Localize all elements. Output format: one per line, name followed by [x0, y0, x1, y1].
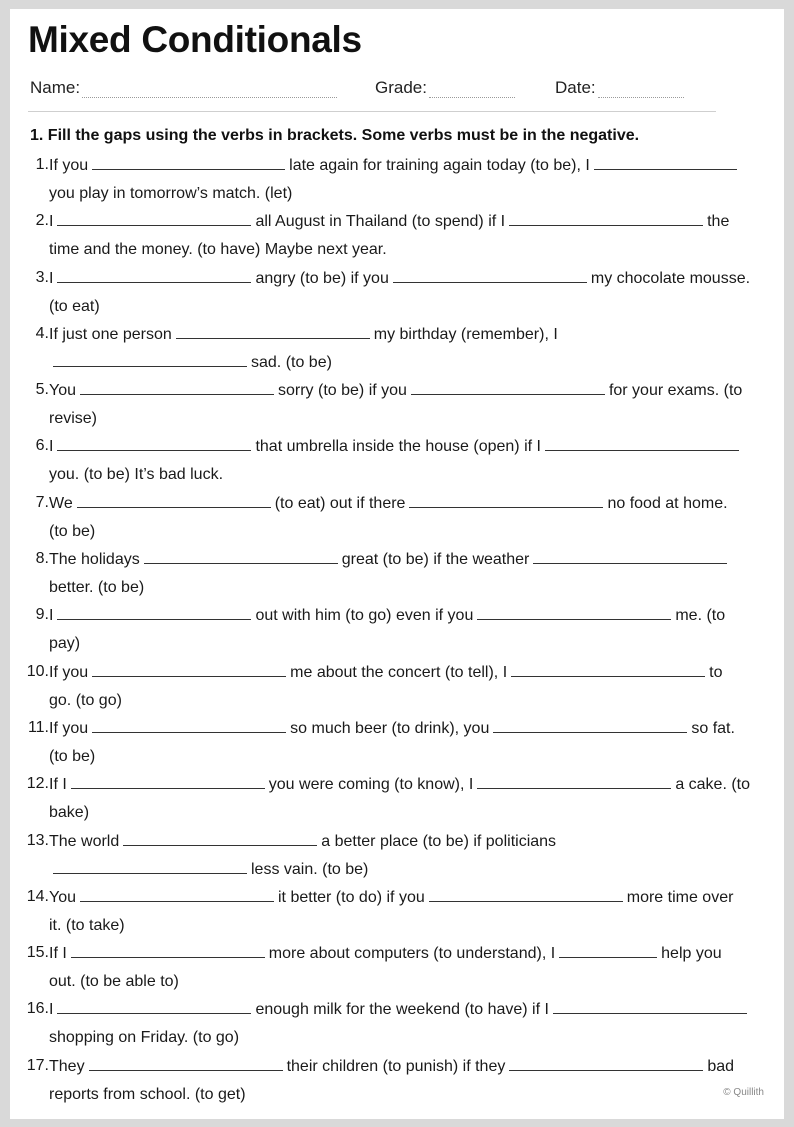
page-title: Mixed Conditionals — [28, 19, 362, 60]
item-number: 5. — [35, 381, 49, 399]
answer-blank[interactable] — [57, 607, 251, 620]
answer-blank[interactable] — [545, 438, 739, 451]
item-text: their children (to punish) if they — [286, 1057, 506, 1075]
item-text: I — [49, 213, 54, 231]
answer-blank[interactable] — [92, 157, 285, 170]
answer-blank[interactable] — [57, 270, 251, 283]
item-number: 8. — [35, 550, 49, 568]
item-number: 14. — [26, 887, 49, 905]
answer-blank[interactable] — [144, 551, 338, 564]
item-text: If I — [49, 776, 67, 794]
item-text: more time over — [626, 888, 734, 906]
exercise-item — [10, 154, 784, 210]
answer-blank[interactable] — [77, 495, 271, 508]
exercise-item — [10, 379, 784, 435]
item-text: If you — [49, 663, 89, 681]
item-line-second — [49, 1028, 239, 1048]
answer-blank[interactable] — [57, 213, 251, 226]
item-text: the — [707, 213, 730, 231]
item-text: They — [49, 1057, 85, 1075]
item-text: out with him (to go) even if you — [255, 607, 474, 625]
answer-blank[interactable] — [477, 607, 671, 620]
item-line-first — [49, 606, 725, 626]
item-text: If you — [49, 719, 89, 737]
name-label: Name: — [30, 78, 81, 97]
item-line-second — [49, 972, 179, 992]
item-number: 16. — [26, 1000, 49, 1018]
item-text: bake) — [49, 804, 90, 822]
item-number: 11. — [27, 718, 49, 736]
item-text: late again for training again today (to be), I — [289, 157, 590, 174]
item-line-second — [49, 634, 80, 654]
item-number: 4. — [35, 324, 49, 342]
answer-blank[interactable] — [53, 354, 247, 367]
item-line-second — [49, 522, 95, 542]
answer-blank[interactable] — [80, 889, 274, 902]
item-line-first — [49, 775, 750, 795]
answer-blank[interactable] — [477, 776, 671, 789]
item-text: time and the money. (to have) Maybe next year. — [49, 241, 387, 259]
item-line-first — [49, 212, 729, 232]
item-text: great (to be) if the weather — [341, 551, 530, 569]
item-text: my birthday (remember), I — [373, 325, 558, 343]
item-text: If you — [49, 157, 89, 174]
answer-blank[interactable] — [553, 1001, 747, 1014]
item-line-second — [49, 860, 368, 880]
answer-blank[interactable] — [429, 889, 623, 902]
answer-blank[interactable] — [533, 551, 727, 564]
item-line-second — [49, 578, 144, 598]
item-text: go. (to go) — [49, 691, 122, 709]
answer-blank[interactable] — [123, 833, 317, 846]
item-text: We — [49, 494, 73, 512]
item-number: 6. — [35, 437, 49, 455]
item-text: The holidays — [49, 551, 140, 569]
answer-blank[interactable] — [509, 1058, 703, 1071]
item-text: you play in tomorrow’s match. (let) — [49, 185, 293, 202]
answer-blank[interactable] — [57, 1001, 251, 1014]
copyright-text: © Quillith — [723, 1087, 764, 1098]
header-divider — [28, 111, 716, 112]
item-text: a cake. (to — [675, 776, 751, 794]
item-line-second — [49, 297, 100, 317]
item-line-first — [49, 944, 722, 964]
exercise-item — [10, 492, 784, 548]
item-text: me about the concert (to tell), I — [290, 663, 508, 681]
exercise-item — [10, 267, 784, 323]
item-text: for your exams. (to — [608, 382, 743, 400]
item-line-first — [49, 156, 741, 176]
exercise-item — [10, 942, 784, 998]
item-text: (to be) — [49, 747, 96, 765]
item-line-first — [49, 663, 722, 683]
item-text: bad — [707, 1057, 735, 1075]
item-line-second — [49, 353, 332, 373]
item-line-second — [49, 465, 223, 485]
grade-blank[interactable] — [429, 81, 515, 98]
exercise-item — [10, 323, 784, 379]
item-text: that umbrella inside the house (open) if I — [255, 438, 541, 456]
exercise-item — [10, 210, 784, 266]
answer-blank[interactable] — [71, 945, 265, 958]
answer-blank[interactable] — [53, 861, 247, 874]
item-text: sad. (to be) — [251, 353, 332, 371]
exercise-item — [10, 717, 784, 773]
item-line-second — [49, 747, 95, 767]
item-line-first — [49, 437, 743, 457]
grade-label: Grade: — [375, 78, 427, 97]
answer-blank[interactable] — [176, 326, 370, 339]
item-text: so much beer (to drink), you — [290, 719, 490, 737]
item-number: 3. — [35, 268, 49, 286]
item-text: You — [49, 382, 76, 400]
answer-blank[interactable] — [411, 382, 605, 395]
exercise-item — [10, 548, 784, 604]
answer-blank[interactable] — [511, 664, 705, 677]
item-line-first — [49, 1000, 751, 1020]
item-text: sorry (to be) if you — [278, 382, 407, 400]
item-number: 17. — [26, 1056, 49, 1074]
item-text: (to eat) out if there — [274, 494, 406, 512]
item-text: pay) — [49, 635, 81, 653]
item-text: If I — [49, 945, 67, 963]
item-text: I — [49, 1001, 54, 1019]
item-text: out. (to be able to) — [49, 973, 179, 991]
item-number: 2. — [35, 212, 49, 230]
item-line-first — [49, 381, 742, 401]
exercise-item — [10, 998, 784, 1054]
item-text: more about computers (to understand), I — [268, 945, 556, 963]
item-line-first — [49, 550, 731, 570]
item-text: it better (to do) if you — [278, 888, 425, 906]
exercise-item — [10, 661, 784, 717]
date-label: Date: — [555, 78, 596, 97]
answer-blank[interactable] — [92, 720, 286, 733]
exercise-item — [10, 604, 784, 660]
item-line-first — [49, 832, 556, 852]
item-text: me. (to — [675, 607, 726, 625]
item-text: my chocolate mousse. — [590, 269, 751, 287]
date-blank[interactable] — [598, 81, 684, 98]
item-text: it. (to take) — [49, 916, 125, 934]
exercise-item — [10, 435, 784, 491]
item-text: The world — [49, 832, 120, 850]
exercise-item — [10, 773, 784, 829]
answer-blank[interactable] — [594, 157, 737, 170]
answer-blank[interactable] — [71, 776, 265, 789]
answer-blank[interactable] — [89, 1058, 283, 1071]
answer-blank[interactable] — [559, 945, 657, 958]
item-number: 7. — [35, 493, 49, 511]
item-line-second — [49, 691, 122, 711]
item-text: I — [49, 438, 54, 456]
answer-blank[interactable] — [57, 438, 251, 451]
item-number: 10. — [26, 662, 49, 680]
answer-blank[interactable] — [509, 213, 703, 226]
item-text: you were coming (to know), I — [268, 776, 474, 794]
item-line-second — [49, 803, 89, 823]
item-number: 13. — [26, 831, 49, 849]
item-text: revise) — [49, 410, 98, 428]
exercise-item — [10, 1055, 784, 1111]
item-line-first — [49, 888, 733, 908]
item-text: reports from school. (to get) — [49, 1085, 246, 1103]
item-line-second — [49, 1085, 246, 1105]
item-text: less vain. (to be) — [251, 860, 369, 878]
item-line-first — [49, 1057, 734, 1077]
grade-field[interactable] — [375, 78, 515, 98]
item-text: a better place (to be) if politicians — [321, 832, 557, 850]
item-text: better. (to be) — [49, 579, 145, 597]
item-number: 12. — [26, 775, 49, 793]
exercise-item — [10, 886, 784, 942]
answer-blank[interactable] — [393, 270, 587, 283]
item-text: so fat. — [691, 719, 735, 737]
item-line-second — [49, 240, 387, 260]
item-text: you. (to be) It’s bad luck. — [49, 466, 224, 484]
item-number: 15. — [26, 944, 49, 962]
instruction-text: 1. Fill the gaps using the verbs in brackets. Some verbs must be in the negative. — [30, 127, 640, 144]
item-text: I — [49, 269, 54, 287]
answer-blank[interactable] — [493, 720, 687, 733]
item-line-first — [49, 269, 750, 289]
item-text: (to eat) — [49, 297, 100, 315]
item-line-second — [49, 184, 292, 204]
answer-blank[interactable] — [409, 495, 603, 508]
item-text: shopping on Friday. (to go) — [49, 1029, 240, 1047]
exercise-list — [10, 154, 784, 1111]
item-text: all August in Thailand (to spend) if I — [255, 213, 506, 231]
item-text: no food at home. — [607, 494, 728, 512]
item-text: (to be) — [49, 522, 96, 540]
item-number: 9. — [35, 606, 49, 624]
item-line-first — [49, 325, 558, 345]
answer-blank[interactable] — [80, 382, 274, 395]
item-text: help you — [661, 945, 722, 963]
name-field[interactable] — [30, 78, 337, 98]
item-line-first — [49, 719, 735, 739]
answer-blank[interactable] — [92, 664, 286, 677]
item-text: angry (to be) if you — [255, 269, 389, 287]
name-blank[interactable] — [82, 81, 337, 98]
item-line-first — [49, 494, 728, 514]
item-line-second — [49, 409, 97, 429]
worksheet-page — [10, 9, 784, 1119]
item-text: If just one person — [49, 325, 172, 343]
item-text: to — [709, 663, 723, 681]
exercise-item — [10, 830, 784, 886]
item-line-second — [49, 916, 125, 936]
item-text: You — [49, 888, 76, 906]
item-number: 1. — [35, 156, 49, 173]
item-text: enough milk for the weekend (to have) if I — [255, 1001, 549, 1019]
date-field[interactable] — [555, 78, 684, 98]
item-text: I — [49, 607, 54, 625]
